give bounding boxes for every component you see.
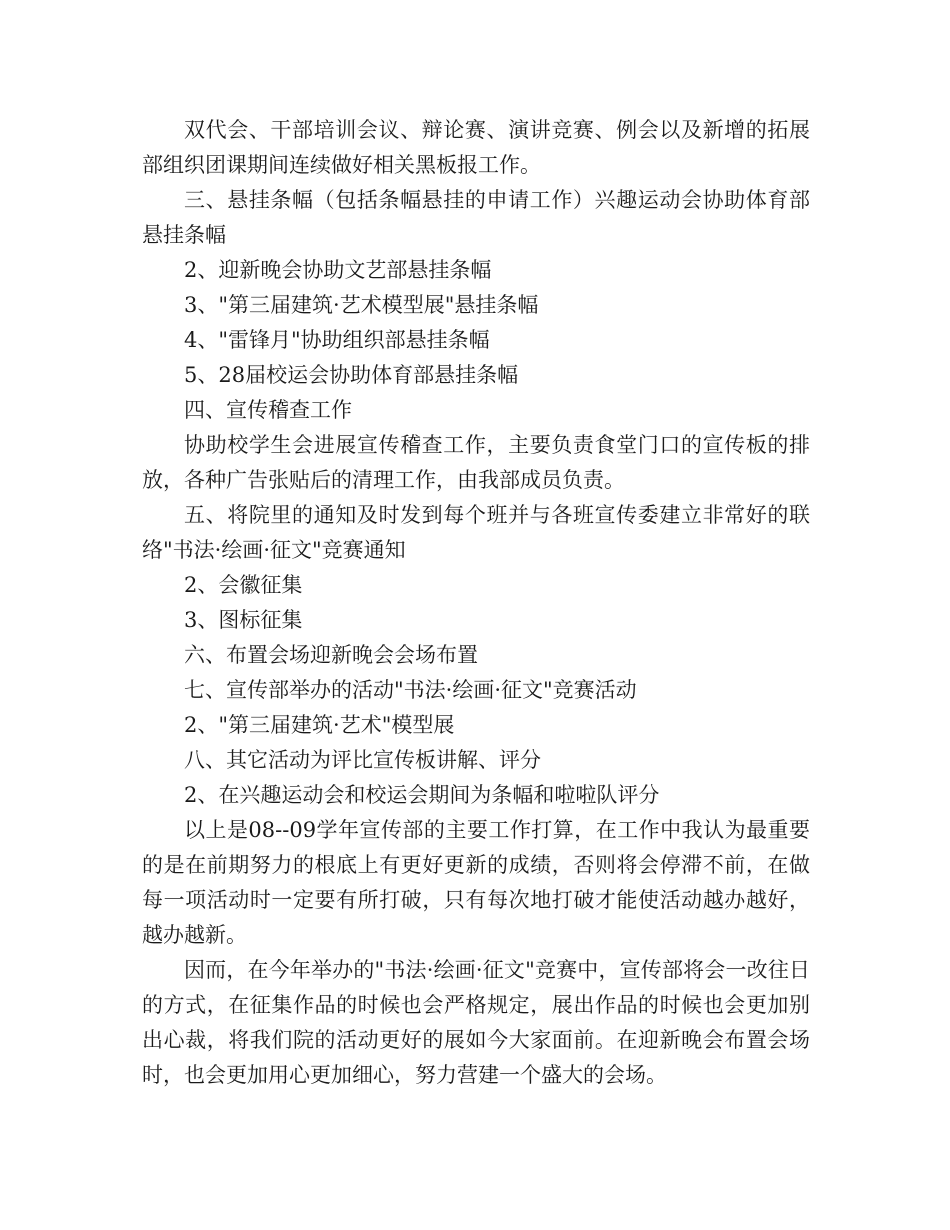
paragraph-4: 3、"第三届建筑·艺术模型展"悬挂条幅	[184, 293, 539, 317]
paragraph-18: 因而，在今年举办的"书法·绘画·征文"竞赛中，宣传部将会一改往日的方式，在征集作品的时候也会严格规定，展出作品的时候也会更加别出心裁，将我们院的活动更好的展如今大家面前。在迎新晚会布置会场时，也会更加用心更加细心，努力营建一个盛大的会场。	[142, 958, 810, 1087]
paragraph-11: 3、图标征集	[184, 608, 303, 632]
paragraph-1: 双代会、干部培训会议、辩论赛、演讲竞赛、例会以及新增的拓展部组织团课期间连续做好相关黑板报工作。	[142, 118, 810, 177]
paragraph-9: 五、将院里的通知及时发到每个班并与各班宣传委建立非常好的联络"书法·绘画·征文"竞赛通知	[142, 503, 810, 562]
paragraph-12: 六、布置会场迎新晚会会场布置	[184, 643, 478, 667]
paragraph-5: 4、"雷锋月"协助组织部悬挂条幅	[184, 328, 490, 352]
paragraph-7: 四、宣传稽查工作	[184, 398, 352, 422]
paragraph-15: 八、其它活动为评比宣传板讲解、评分	[184, 748, 541, 772]
paragraph-13: 七、宣传部举办的活动"书法·绘画·征文"竞赛活动	[184, 678, 637, 702]
paragraph-14: 2、"第三届建筑·艺术"模型展	[184, 713, 455, 737]
paragraph-3: 2、迎新晚会协助文艺部悬挂条幅	[184, 258, 492, 282]
paragraph-8: 协助校学生会进展宣传稽查工作，主要负责食堂门口的宣传板的排放，各种广告张贴后的清理工作，由我部成员负责。	[142, 433, 810, 492]
paragraph-2: 三、悬挂条幅（包括条幅悬挂的申请工作）兴趣运动会协助体育部悬挂条幅	[142, 188, 810, 247]
paragraph-16: 2、在兴趣运动会和校运会期间为条幅和啦啦队评分	[184, 783, 660, 807]
document-body	[142, 113, 810, 1093]
paragraph-10: 2、会徽征集	[184, 573, 303, 597]
paragraph-6: 5、28届校运会协助体育部悬挂条幅	[184, 363, 519, 387]
paragraph-17: 以上是08--09学年宣传部的主要工作打算，在工作中我认为最重要的是在前期努力的根底上有更好更新的成绩，否则将会停滞不前，在做每一项活动时一定要有所打破，只有每次地打破才能使活动越办越好，越办越新。	[142, 818, 810, 947]
